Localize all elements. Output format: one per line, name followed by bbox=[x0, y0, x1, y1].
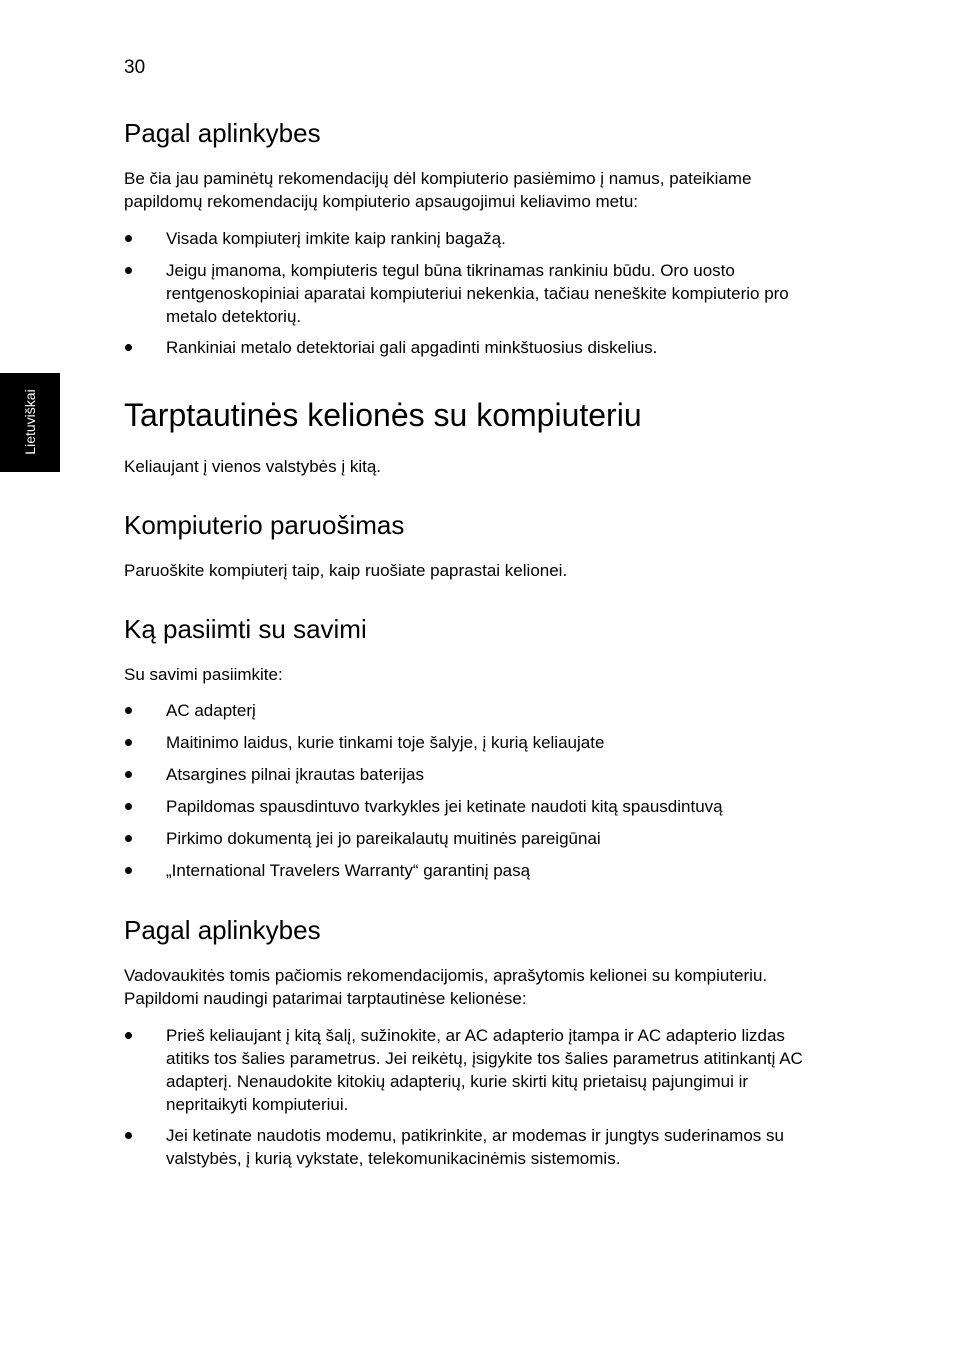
list-item bbox=[124, 1124, 824, 1170]
bullet-icon bbox=[125, 1032, 132, 1039]
list-item-text: Rankiniai metalo detektoriai gali apgadinti minkštuosius diskelius. bbox=[166, 338, 658, 357]
bullet-list-ka-pasiimti bbox=[124, 699, 824, 882]
list-item bbox=[124, 227, 824, 250]
bullet-icon bbox=[125, 803, 132, 810]
list-item bbox=[124, 336, 824, 359]
page-number: 30 bbox=[124, 57, 146, 78]
bullet-icon bbox=[125, 1132, 132, 1139]
list-item-text: Jeigu įmanoma, kompiuteris tegul būna tikrinamas rankiniu būdu. Oro uosto rentgenoskopiniai aparatai kompiuteriui nekenkia, tačiau neneškite kompiuterio pro metalo detektorių. bbox=[166, 261, 789, 326]
bullet-icon bbox=[125, 771, 132, 778]
list-item-text: Visada kompiuterį imkite kaip rankinį bagažą. bbox=[166, 229, 506, 248]
section-heading-tarptautines-keliones: Tarptautinės kelionės su kompiuteriu bbox=[124, 397, 642, 433]
bullet-list-pagal-aplinkybes-1 bbox=[124, 227, 824, 359]
section-intro-kompiuterio-paruosimas: Paruoškite kompiuterį taip, kaip ruošiate paprastai kelionei. bbox=[124, 561, 568, 580]
section-heading-pagal-aplinkybes-2: Pagal aplinkybes bbox=[124, 915, 321, 945]
list-item bbox=[124, 1024, 824, 1116]
bullet-icon bbox=[125, 267, 132, 274]
list-item bbox=[124, 827, 824, 850]
bullet-icon bbox=[125, 835, 132, 842]
bullet-icon bbox=[125, 707, 132, 714]
list-item bbox=[124, 259, 824, 328]
language-side-tab bbox=[0, 373, 60, 472]
bullet-icon bbox=[125, 235, 132, 242]
section-heading-ka-pasiimti: Ką pasiimti su savimi bbox=[124, 614, 367, 644]
section-intro-ka-pasiimti: Su savimi pasiimkite: bbox=[124, 665, 283, 684]
section-intro-pagal-aplinkybes-1: Be čia jau paminėtų rekomendacijų dėl kompiuterio pasiėmimo į namus, pateikiame papildomų rekomendacijų kompiuterio apsaugojimui keliavimo metu: bbox=[124, 169, 752, 211]
list-item bbox=[124, 795, 824, 818]
list-item bbox=[124, 763, 824, 786]
section-intro-tarptautines-keliones: Keliaujant į vienos valstybės į kitą. bbox=[124, 457, 382, 476]
bullet-list-pagal-aplinkybes-2 bbox=[124, 1024, 824, 1170]
list-item-text: Jei ketinate naudotis modemu, patikrinkite, ar modemas ir jungtys suderinamos su valstybės, į kurią vykstate, telekomunikacinėmis sistemomis. bbox=[166, 1126, 784, 1168]
list-item-text: AC adapterį bbox=[166, 701, 256, 720]
list-item-text: Prieš keliaujant į kitą šalį, sužinokite, ar AC adapterio įtampa ir AC adapterio lizdas atitiks tos šalies parametrus. Jei reikėtų, įsigykite tos šalies parametrus atitinkantį AC adapterį. Nenaudokite kitokių adapterių, kurie skirti kitų prietaisų pajungimui ir nepritaikyti kompiuteriui. bbox=[166, 1026, 803, 1114]
bullet-icon bbox=[125, 344, 132, 351]
section-intro-pagal-aplinkybes-2: Vadovaukitės tomis pačiomis rekomendacijomis, aprašytomis kelionei su kompiuteriu. Papildomi naudingi patarimai tarptautinėse kelionėse: bbox=[124, 966, 768, 1008]
list-item bbox=[124, 859, 824, 882]
list-item-text: Atsargines pilnai įkrautas baterijas bbox=[166, 765, 424, 784]
list-item-text: „International Travelers Warranty“ garantinį pasą bbox=[166, 861, 531, 880]
list-item-text: Maitinimo laidus, kurie tinkami toje šalyje, į kurią keliaujate bbox=[166, 733, 605, 752]
section-heading-pagal-aplinkybes-1: Pagal aplinkybes bbox=[124, 118, 321, 148]
bullet-icon bbox=[125, 739, 132, 746]
bullet-icon bbox=[125, 867, 132, 874]
section-heading-kompiuterio-paruosimas: Kompiuterio paruošimas bbox=[124, 510, 405, 540]
list-item bbox=[124, 699, 824, 722]
list-item bbox=[124, 731, 824, 754]
list-item-text: Papildomas spausdintuvo tvarkykles jei ketinate naudoti kitą spausdintuvą bbox=[166, 797, 723, 816]
list-item-text: Pirkimo dokumentą jei jo pareikalautų muitinės pareigūnai bbox=[166, 829, 601, 848]
side-tab-label: Lietuviškai bbox=[22, 389, 38, 455]
